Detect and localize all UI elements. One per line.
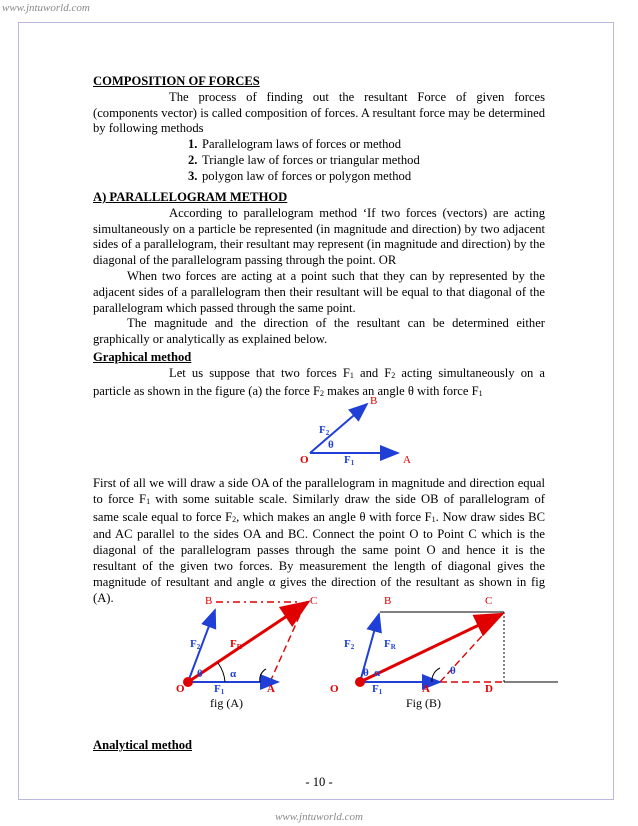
paragraph: The process of finding out the resultant Force of given forces (components vector) is called composition of forces. A resultant force may be determined by following methods [93, 89, 545, 136]
resultant-fr-label: FR [384, 638, 396, 651]
point-c-label: C [310, 595, 318, 607]
section-parallelogram [93, 190, 545, 348]
methods-list [93, 137, 545, 184]
theta-label: θ [197, 668, 203, 680]
watermark-bottom: www.jntuworld.com [275, 811, 363, 823]
figure-forces [280, 390, 430, 470]
theta-label-o: θ [363, 667, 369, 679]
point-o-label: O [176, 683, 185, 695]
point-d-label: D [485, 683, 493, 695]
point-b-label: B [384, 595, 392, 607]
force-f1-label: F1 [344, 454, 355, 467]
resultant-fr-arrow [188, 602, 308, 682]
page-number: - 10 - [305, 775, 333, 789]
figure-caption: fig (A) [210, 696, 243, 710]
force-f2-label: F2 [190, 638, 201, 651]
point-c-label: C [485, 595, 493, 607]
force-f2-label: F2 [344, 638, 355, 651]
paragraph: Let us suppose that two forces $F_1$ and $F_2$ acting simultaneously on a particle as shown in the figure (a) the force $F_2$ makes an angle θ with force $F_1$ [93, 365, 546, 398]
paragraph: First of all we will draw a side OA of the parallelogram in magnitude and direction equal to force $F_1$ with some suitable scale. Similarly draw the side OB of parallelogram of same scale equal to force $F_2$, which makes an angle θ with force $F_1$. Now draw sides BC and AC parallel to the sides OA and BC. Connect the point O to Point C which is the diagonal of the parallelogram passes through the same point O and hence it is the resultant of the given two forces. By measurement the length of diagonal gives the magnitude of resultant and angle α gives the direction of the resultant as shown in fig (A). [93, 476, 545, 605]
point-b-label: B [370, 395, 378, 407]
list-item: 1. Parallelogram laws of forces or method [188, 137, 401, 152]
section-graphical-cont [93, 476, 545, 606]
point-a-label: A [267, 683, 275, 695]
section-heading: Graphical method [93, 350, 192, 364]
list-item: 2. Triangle law of forces or triangular method [188, 152, 420, 167]
point-b-label: B [205, 595, 213, 607]
paragraph: According to parallelogram method ‘If two forces (vectors) are acting simultaneously on a particle be represented (in magnitude and direction) by two adjacent sides of a parallelogram, their resultant may represent (in magnitude and direction) by the diagonal of the parallelogram passing through the point. OR [93, 205, 545, 268]
paragraph: The magnitude and the direction of the resultant can be determined either graphically or analytically as explained below. [93, 316, 545, 347]
figure-b [322, 590, 562, 715]
watermark-top: www.jntuworld.com [2, 2, 90, 14]
point-a-label: A [403, 454, 411, 466]
figure-caption: Fig (B) [406, 696, 442, 710]
force-f2-label: F2 [319, 424, 330, 437]
section-heading: Analytical method [93, 738, 192, 752]
point-a-label: A [422, 683, 430, 695]
theta-label-a: θ [450, 665, 456, 677]
section-composition [93, 74, 545, 185]
force-f1-label: F1 [214, 683, 225, 696]
angle-arc-a [432, 668, 440, 682]
section-heading: COMPOSITION OF FORCES [93, 74, 260, 88]
point-o-label: O [300, 454, 309, 466]
theta-label: θ [328, 439, 334, 451]
resultant-fr-arrow [360, 614, 502, 682]
section-heading: A) PARALLELOGRAM METHOD [93, 190, 288, 204]
alpha-label: α [230, 668, 237, 680]
angle-alpha-arc [218, 663, 225, 682]
list-item: 3. polygon law of forces or polygon method [188, 168, 412, 183]
section-analytical [93, 738, 545, 754]
alpha-label: α [374, 667, 381, 679]
paragraph: When two forces are acting at a point such that they can by represented by the adjacent sides of a parallelogram then their resultant will be equal to that diagonal of the parallelogram which passed through the same point. [93, 268, 545, 315]
figure-a [170, 590, 330, 715]
point-o-label: O [330, 683, 339, 695]
force-f1-label: F1 [372, 683, 383, 696]
resultant-fr-label: FR [230, 638, 242, 651]
angle-arc-a [260, 669, 266, 682]
